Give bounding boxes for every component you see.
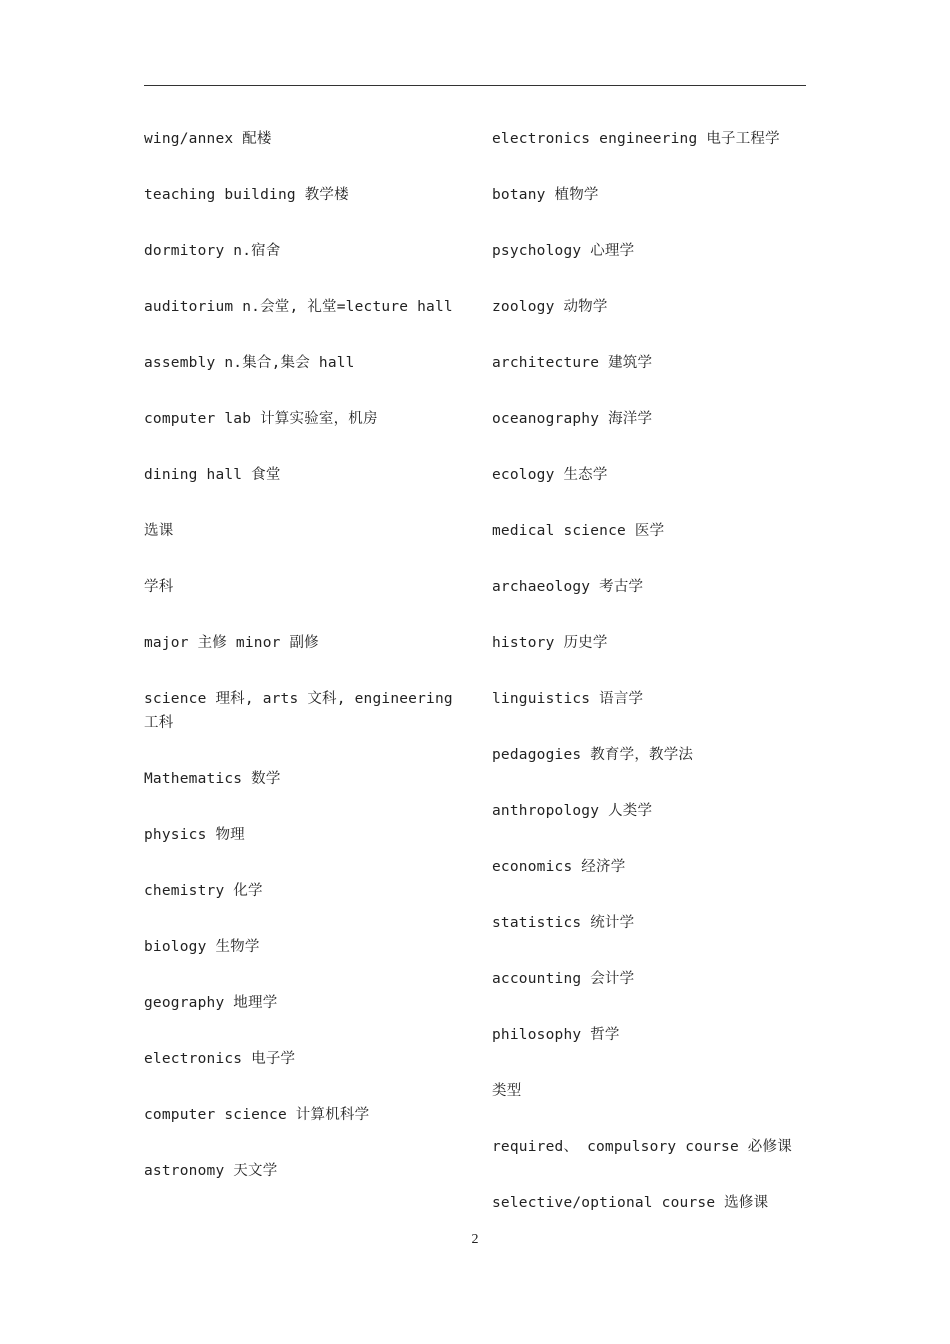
vocab-entry: major 主修 minor 副修 [144,635,319,651]
vocab-entry: chemistry 化学 [144,883,263,899]
section-heading-course-selection: 选课 [144,523,174,539]
vocab-entry: computer science 计算机科学 [144,1107,370,1123]
vocab-entry: ecology 生态学 [492,467,608,483]
vocab-entry: history 历史学 [492,635,608,651]
vocab-entry: electronics engineering 电子工程学 [492,131,780,147]
vocab-entry: linguistics 语言学 [492,691,644,707]
vocab-entry: economics 经济学 [492,859,626,875]
right-column [492,127,812,1247]
vocab-entry: physics 物理 [144,827,245,843]
vocab-entry: wing/annex 配楼 [144,131,272,147]
vocab-entry: assembly n.集合,集会 hall [144,355,355,371]
vocab-entry: Mathematics 数学 [144,771,281,787]
vocab-entry: astronomy 天文学 [144,1163,278,1179]
section-heading-subjects: 学科 [144,579,174,595]
header-rule [144,85,806,86]
vocab-entry: oceanography 海洋学 [492,411,653,427]
vocab-entry: geography 地理学 [144,995,278,1011]
vocab-entry: science 理科, arts 文科, engineering 工科 [144,691,453,731]
left-column [144,127,454,1215]
vocab-entry: architecture 建筑学 [492,355,653,371]
vocab-entry: philosophy 哲学 [492,1027,620,1043]
vocab-entry: required、 compulsory course 必修课 [492,1139,792,1155]
vocab-entry: dormitory n.宿舍 [144,243,281,259]
section-heading-course-types: 类型 [492,1083,522,1099]
vocab-entry: accounting 会计学 [492,971,635,987]
vocab-entry: archaeology 考古学 [492,579,644,595]
vocab-entry: anthropology 人类学 [492,803,653,819]
vocab-entry: selective/optional course 选修课 [492,1195,769,1211]
vocab-entry: auditorium n.会堂, 礼堂=lecture hall [144,299,453,315]
vocab-entry: dining hall 食堂 [144,467,281,483]
vocab-entry: computer lab 计算实验室，机房 [144,411,378,427]
vocab-entry: medical science 医学 [492,523,665,539]
vocab-entry: teaching building 教学楼 [144,187,349,203]
vocab-entry: biology 生物学 [144,939,260,955]
vocab-entry: pedagogies 教育学，教学法 [492,747,694,763]
vocab-entry: psychology 心理学 [492,243,635,259]
page-number: 2 [471,1232,479,1247]
vocab-entry: electronics 电子学 [144,1051,296,1067]
vocab-entry: botany 植物学 [492,187,599,203]
vocab-entry: statistics 统计学 [492,915,635,931]
vocab-entry: zoology 动物学 [492,299,608,315]
